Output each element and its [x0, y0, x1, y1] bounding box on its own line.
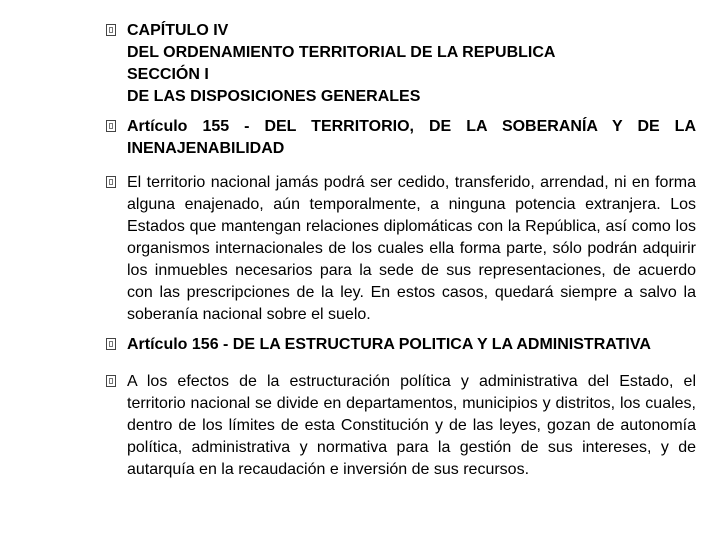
article-156-body: A los efectos de la estructuración política y administrativa del Estado, el territorio nacional se divide en departamentos, municipios y distritos, los cuales, dentro de los límites de esta Constitución y de las leyes, gozan de autonomía política, administrativa y normativa para la gestión de sus intereses, y de autarquía en la recaudación e inversión de sus recursos. [127, 373, 696, 478]
square-bullet-icon [106, 338, 116, 350]
bullet-list [106, 20, 696, 481]
chapter-subtitle: DEL ORDENAMIENTO TERRITORIAL DE LA REPUBLICA [127, 44, 556, 61]
square-bullet-icon [106, 176, 116, 188]
bullet-item-article-155-text [106, 172, 696, 326]
section-subtitle: DE LAS DISPOSICIONES GENERALES [127, 88, 421, 105]
article-155-body: El territorio nacional jamás podrá ser cedido, transferido, arrendad, ni en forma alguna enajenado, aún temporalmente, a ninguna potencia extranjera. Los Estados que mantengan relaciones diplomáticas con la República, así como los organismos internacionales de los cuales ella forma parte, sólo podrán adquirir los inmuebles necesarios para la sede de sus representaciones, de acuerdo con las prescripciones de la ley. En estos casos, quedará siempre a salvo la soberanía nacional sobre el suelo. [127, 174, 696, 323]
bullet-item-article-156-text [106, 371, 696, 481]
bullet-item-chapter-heading [106, 20, 696, 108]
square-bullet-icon [106, 120, 116, 132]
square-bullet-icon [106, 24, 116, 36]
section-title: SECCIÓN I [127, 66, 209, 83]
square-bullet-icon [106, 375, 116, 387]
bullet-item-article-155-heading [106, 116, 696, 160]
chapter-title: CAPÍTULO IV [127, 22, 229, 39]
bullet-item-article-156-heading [106, 334, 696, 356]
article-155-title: Artículo 155 - DEL TERRITORIO, DE LA SOBERANÍA Y DE LA INENAJENABILIDAD [127, 118, 696, 157]
article-156-title: Artículo 156 - DE LA ESTRUCTURA POLITICA Y LA ADMINISTRATIVA [127, 336, 651, 353]
